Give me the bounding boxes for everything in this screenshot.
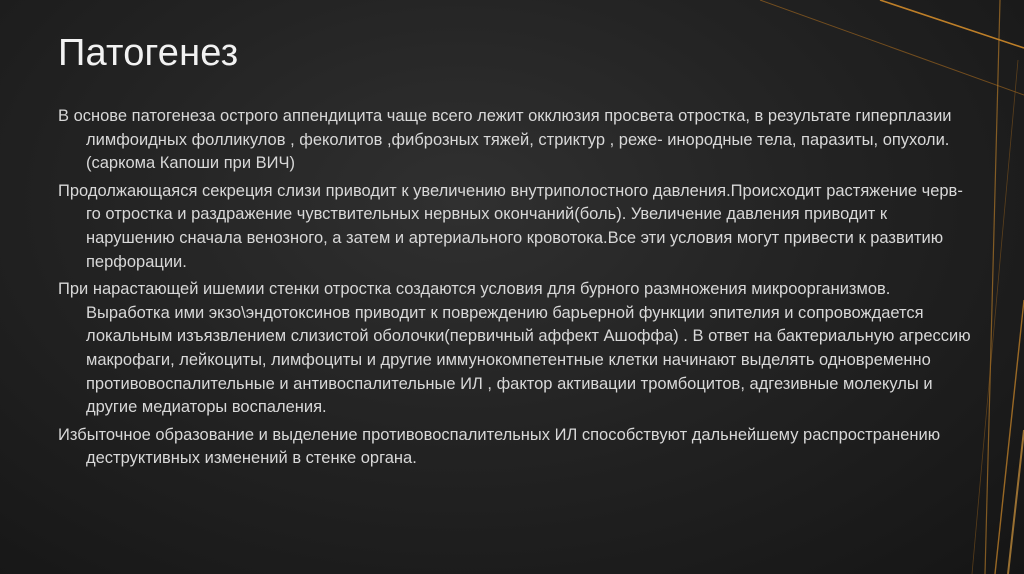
paragraph-occlusion: В основе патогенеза острого аппендицита чаще всего лежит окклюзия просвета отростка, в результате гиперплазии лимфоидных фолликулов , феколитов ,фиброзных тяжей, стриктур , реже- инородные тела, паразиты, опухоли.(саркома Капоши при ВИЧ) [58,107,952,173]
accent-line [760,0,1024,95]
accent-line [1008,430,1024,574]
paragraph-pressure: Продолжающаяся секреция слизи приводит к увеличению внутриполостного давления.Происходит растяжение черв-го отростка и раздражение чувствительных нервных окончаний(боль). Увеличение давления приводит к нарушению сначала венозного, а затем и артериального кровотока.Все эти условия могут привести к развитию перфорации. [58,181,963,271]
paragraph-destruction: Избыточное образование и выделение противовоспалительных ИЛ способствуют дальнейшему распространению деструктивных изменений в стенке органа. [58,425,941,468]
accent-line [995,300,1024,574]
accent-line [880,0,1024,48]
paragraph-ischemia: При нарастающей ишемии стенки отростка создаются условия для бурного размножения микроорганизмов. Выработка ими экзо\эндотоксинов приводит к повреждению барьерной функции эпителия и сопровождается локальным изъязвлением слизистой оболочки(первичный аффект Ашоффа) . В ответ на бактериальную агрессию макрофаги, лейкоциты, лимфоциты и другие иммунокомпетентные клетки начинают выделять одновременно противовоспалительные и антивоспалительные ИЛ , фактор активации тромбоцитов, адгезивные молекулы и другие медиаторы воспаления. [58,280,971,417]
slide-body [58,105,973,475]
slide-title: Патогенез [58,32,239,74]
accent-line [972,60,1018,574]
